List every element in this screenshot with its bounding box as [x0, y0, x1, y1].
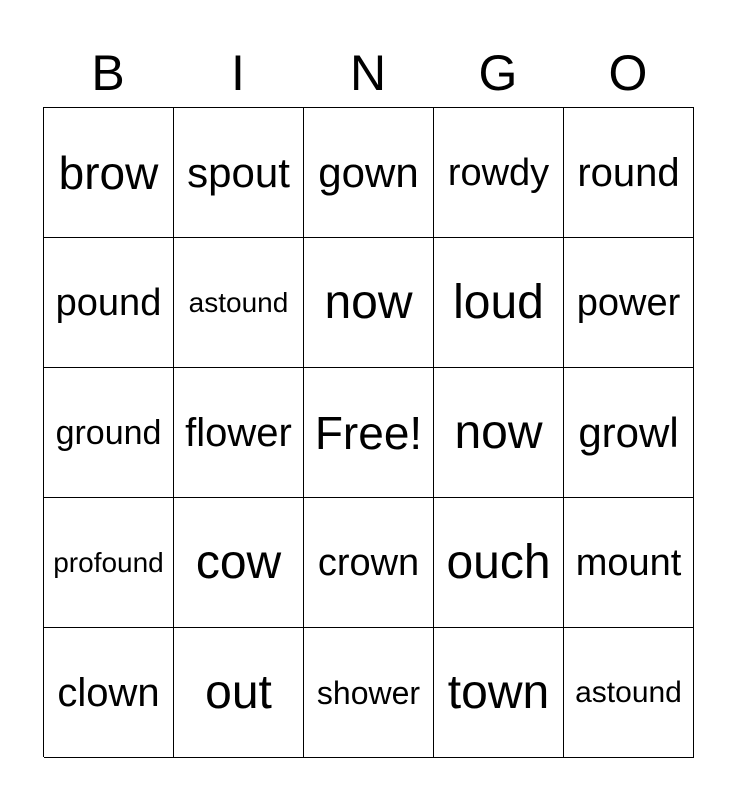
bingo-cell[interactable]: brow — [44, 108, 174, 238]
bingo-board — [43, 107, 694, 757]
header-letter-o: O — [608, 45, 648, 101]
bingo-cell[interactable]: astound — [174, 238, 304, 368]
bingo-cell[interactable]: loud — [434, 238, 564, 368]
header-letter-b: B — [91, 45, 125, 101]
bingo-cell[interactable]: rowdy — [434, 108, 564, 238]
header-letter-i: I — [231, 45, 245, 101]
bingo-cell[interactable]: mount — [564, 498, 694, 628]
free-space[interactable]: Free! — [304, 368, 434, 498]
bingo-cell[interactable]: now — [434, 368, 564, 498]
header-letter-n: N — [349, 45, 387, 101]
bingo-cell[interactable]: astound — [564, 628, 694, 758]
bingo-cell[interactable]: shower — [304, 628, 434, 758]
bingo-cell[interactable]: crown — [304, 498, 434, 628]
bingo-cell[interactable]: spout — [174, 108, 304, 238]
bingo-cell[interactable]: pound — [44, 238, 174, 368]
bingo-cell[interactable]: profound — [44, 498, 174, 628]
bingo-cell[interactable]: cow — [174, 498, 304, 628]
bingo-cell[interactable]: ground — [44, 368, 174, 498]
bingo-cell[interactable]: round — [564, 108, 694, 238]
bingo-cell[interactable]: clown — [44, 628, 174, 758]
bingo-cell[interactable]: out — [174, 628, 304, 758]
bingo-cell[interactable]: ouch — [434, 498, 564, 628]
bingo-cell[interactable]: power — [564, 238, 694, 368]
bingo-cell[interactable]: town — [434, 628, 564, 758]
bingo-cell[interactable]: flower — [174, 368, 304, 498]
header-letter-g: G — [478, 45, 518, 101]
bingo-cell[interactable]: growl — [564, 368, 694, 498]
bingo-header — [43, 40, 693, 106]
bingo-cell[interactable]: now — [304, 238, 434, 368]
bingo-cell[interactable]: gown — [304, 108, 434, 238]
